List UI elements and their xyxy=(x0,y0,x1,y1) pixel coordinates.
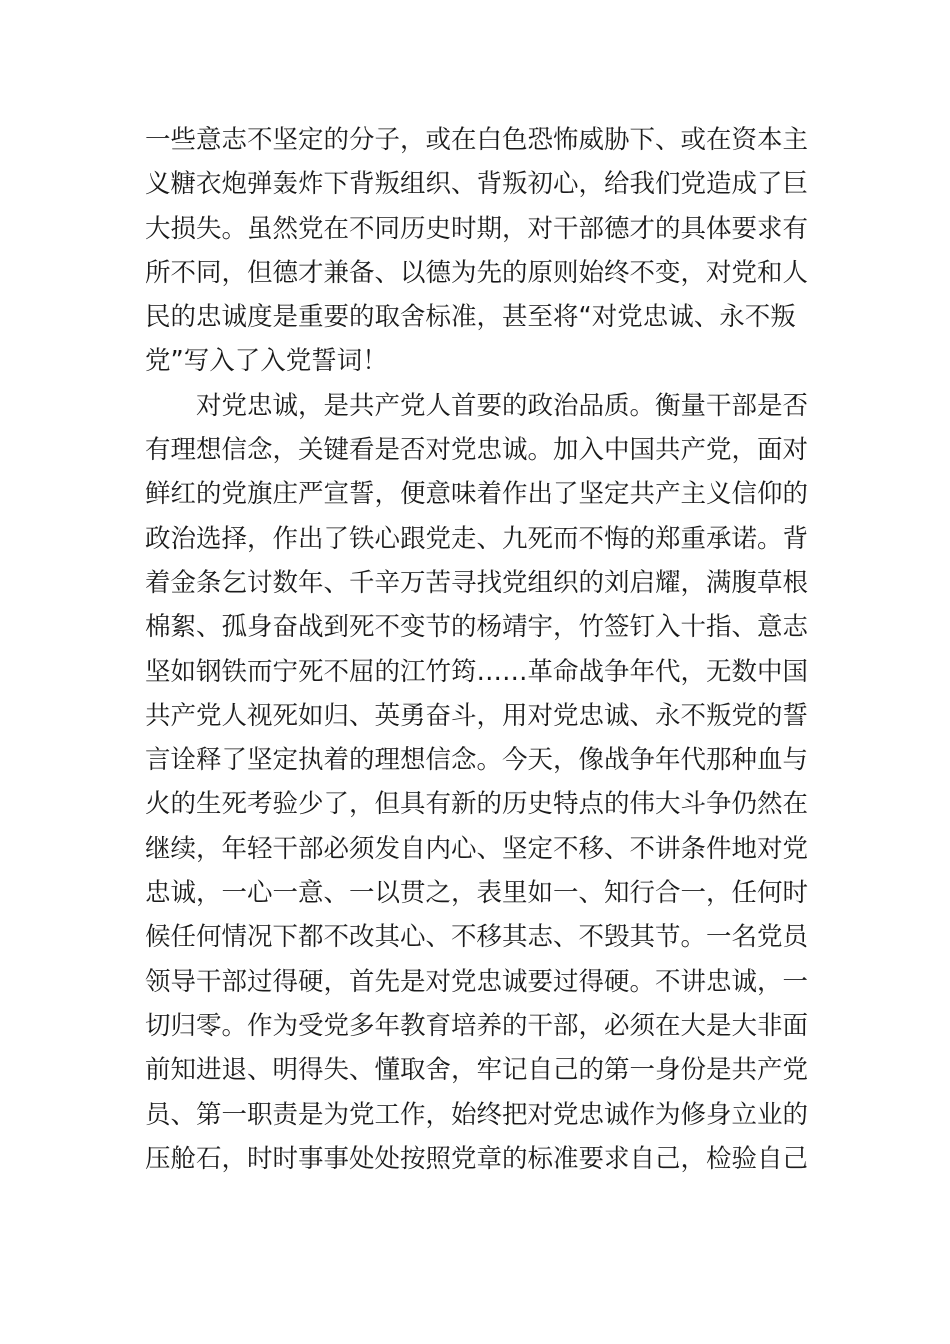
paragraph-1 xyxy=(145,118,825,384)
text-line: 领导干部过得硬，首先是对党忠诚要过得硬。不讲忠诚，一 xyxy=(145,966,809,997)
text-line: 前知进退、明得失、懂取舍，牢记自己的第一身份是共产党 xyxy=(145,1055,809,1086)
text-line: 着金条乞讨数年、千辛万苦寻找党组织的刘启耀，满腹草根 xyxy=(145,567,809,598)
text-line: 政治选择，作出了铁心跟党走、九死而不悔的郑重承诺。背 xyxy=(145,523,809,554)
text-line: 压舱石，时时事事处处按照党章的标准要求自己，检验自己 xyxy=(145,1143,809,1174)
document-body xyxy=(145,118,825,1181)
text-line: 员、第一职责是为党工作，始终把对党忠诚作为修身立业的 xyxy=(145,1099,809,1130)
text-line: 所不同，但德才兼备、以德为先的原则始终不变，对党和人 xyxy=(145,257,809,288)
paragraph-2 xyxy=(145,384,825,1181)
text-line: 义糖衣炮弹轰炸下背叛组织、背叛初心，给我们党造成了巨 xyxy=(145,169,809,200)
text-line: 党”写入了入党誓词！ xyxy=(145,346,388,377)
text-line: 火的生死考验少了，但具有新的历史特点的伟大斗争仍然在 xyxy=(145,789,809,820)
text-line: 切归零。作为受党多年教育培养的干部，必须在大是大非面 xyxy=(145,1010,809,1041)
text-line: 棉絮、孤身奋战到死不变节的杨靖宇，竹签钉入十指、意志 xyxy=(145,612,809,643)
text-line: 民的忠诚度是重要的取舍标准，甚至将“对党忠诚、永不叛 xyxy=(145,302,796,333)
text-line: 有理想信念，关键看是否对党忠诚。加入中国共产党，面对 xyxy=(145,435,809,466)
text-line: 对党忠诚，是共产党人首要的政治品质。衡量干部是否 xyxy=(196,390,809,421)
text-line: 大损失。虽然党在不同历史时期，对干部德才的具体要求有 xyxy=(145,213,809,244)
text-line: 一些意志不坚定的分子，或在白色恐怖威胁下、或在资本主 xyxy=(145,125,809,155)
text-line: 继续，年轻干部必须发自内心、坚定不移、不讲条件地对党 xyxy=(145,833,809,864)
text-line: 言诠释了坚定执着的理想信念。今天，像战争年代那种血与 xyxy=(145,745,809,776)
text-line: 忠诚，一心一意、一以贯之，表里如一、知行合一，任何时 xyxy=(145,878,809,909)
text-line: 候任何情况下都不改其心、不移其志、不毁其节。一名党员 xyxy=(145,922,809,953)
text-line: 坚如钢铁而宁死不屈的江竹筠……革命战争年代，无数中国 xyxy=(145,656,809,687)
text-line: 鲜红的党旗庄严宣誓，便意味着作出了坚定共产主义信仰的 xyxy=(145,479,809,510)
text-line: 共产党人视死如归、英勇奋斗，用对党忠诚、永不叛党的誓 xyxy=(145,700,809,731)
